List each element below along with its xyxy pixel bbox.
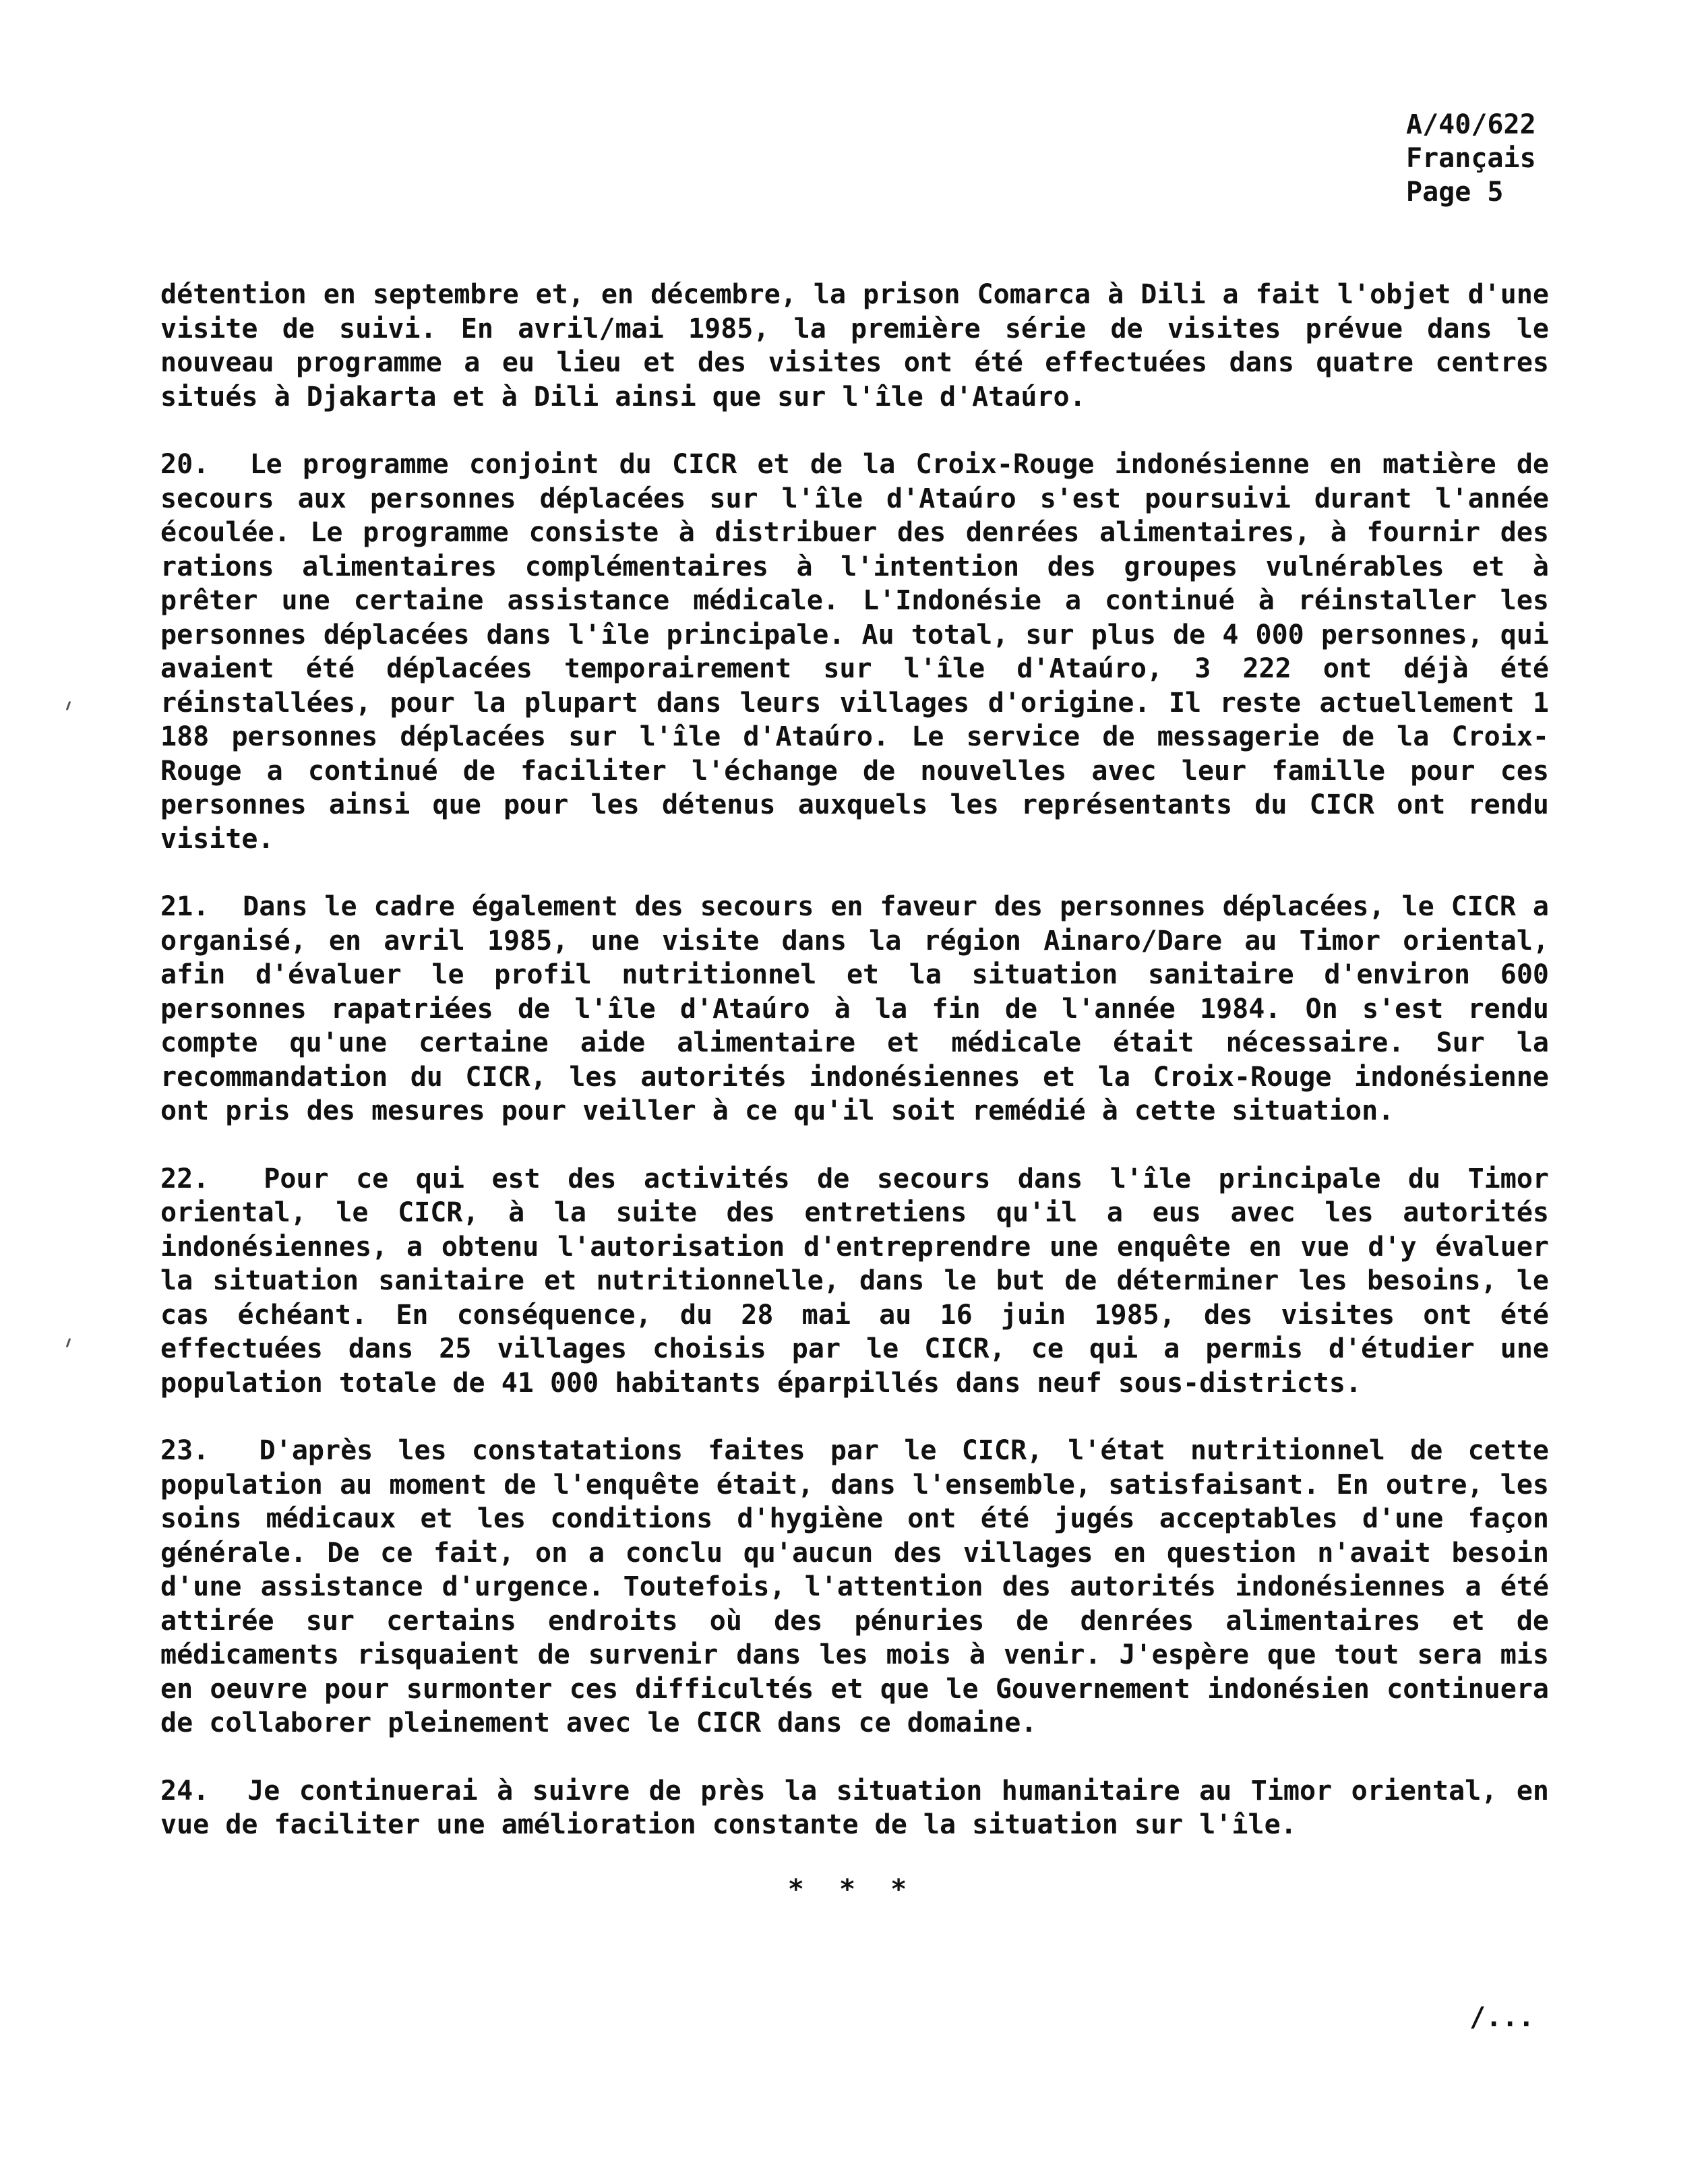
paragraph-23 [160, 1434, 1549, 1740]
paragraph-22 [160, 1162, 1549, 1401]
document-language: Français [1406, 143, 1536, 174]
continuation-mark: /... [1469, 2002, 1535, 2033]
paragraph-text: détention en septembre et, en décembre, la prison Comarca à Dili a fait l'objet d'une visite de suivi. En avril/mai 1985, la première série de visites prévue dans le nouveau programme a eu lieu et des visites ont été effectuées dans quatre centres situés à Djakarta et à Dili ainsi que sur l'île d'Ataúro. [160, 279, 1549, 413]
paragraph-21 [160, 890, 1549, 1128]
paragraph-text: Je continuerai à suivre de près la situation humanitaire au Timor oriental, en vue de faciliter une amélioration constante de la situation sur l'île. [160, 1775, 1549, 1840]
paragraph-number: 22. [160, 1163, 210, 1194]
page-number: Page 5 [1406, 177, 1504, 208]
paragraph-text: Le programme conjoint du CICR et de la Croix-Rouge indonésienne en matière de secours aux personnes déplacées sur l'île d'Ataúro s'est poursuivi durant l'année écoulée. Le programme consiste à distribuer des denrées alimentaires, à fournir des rations alimentaires complémentaires à l'intention des groupes vulnérables et à prêter une certaine assistance médicale. L'Indonésie a continué à réinstaller les personnes déplacées dans l'île principale. Au total, sur plus de 4 000 personnes, qui avaient été déplacées temporairement sur l'île d'Ataúro, 3 222 ont déjà été réinstallées, pour la plupart dans leurs villages d'origine. Il reste actuellement 1 188 personnes déplacées sur l'île d'Ataúro. Le service de messagerie de la Croix-Rouge a continué de faciliter l'échange de nouvelles avec leur famille pour ces personnes ainsi que pour les détenus auxquels les représentants du CICR ont rendu visite. [160, 449, 1549, 855]
paragraph-number: 23. [160, 1435, 210, 1466]
document-body [160, 278, 1549, 1876]
paragraph-continued [160, 278, 1549, 414]
scan-speck [66, 1338, 71, 1347]
paragraph-text: Pour ce qui est des activités de secours dans l'île principale du Timor oriental, le CICR, à la suite des entretiens qu'il a eus avec les autorités indonésiennes, a obtenu l'autorisation d'entreprendre une enquête en vue d'y évaluer la situation sanitaire et nutritionnelle, dans le but de déterminer les besoins, le cas échéant. En conséquence, du 28 mai au 16 juin 1985, des visites ont été effectuées dans 25 villages choisis par le CICR, ce qui a permis d'étudier une population totale de 41 000 habitants éparpillés dans neuf sous-districts. [160, 1163, 1550, 1399]
section-separator: * * * [787, 1874, 917, 1905]
paragraph-number: 21. [160, 891, 210, 922]
document-symbol: A/40/622 [1406, 109, 1536, 140]
paragraph-text: D'après les constatations faites par le CICR, l'état nutritionnel de cette population au moment de l'enquête était, dans l'ensemble, satisfaisant. En outre, les soins médicaux et les conditions d'hygiène ont été jugés acceptables d'une façon générale. De ce fait, on a conclu qu'aucun des villages en question n'avait besoin d'une assistance d'urgence. Toutefois, l'attention des autorités indonésiennes a été attirée sur certains endroits où des pénuries de denrées alimentaires et de médicaments risquaient de survenir dans les mois à venir. J'espère que tout sera mis en oeuvre pour surmonter ces difficultés et que le Gouvernement indonésien continuera de collaborer pleinement avec le CICR dans ce domaine. [160, 1435, 1549, 1738]
scan-speck [66, 701, 71, 710]
paragraph-number: 20. [160, 449, 210, 480]
paragraph-number: 24. [160, 1775, 210, 1807]
paragraph-20 [160, 448, 1549, 856]
document-header [1406, 108, 1536, 209]
paragraph-text: Dans le cadre également des secours en faveur des personnes déplacées, le CICR a organisé, en avril 1985, une visite dans la région Ainaro/Dare au Timor oriental, afin d'évaluer le profil nutritionnel et la situation sanitaire d'environ 600 personnes rapatriées de l'île d'Ataúro à la fin de l'année 1984. On s'est rendu compte qu'une certaine aide alimentaire et médicale était nécessaire. Sur la recommandation du CICR, les autorités indonésiennes et la Croix-Rouge indonésienne ont pris des mesures pour veiller à ce qu'il soit remédié à cette situation. [160, 891, 1549, 1126]
paragraph-24 [160, 1774, 1549, 1842]
